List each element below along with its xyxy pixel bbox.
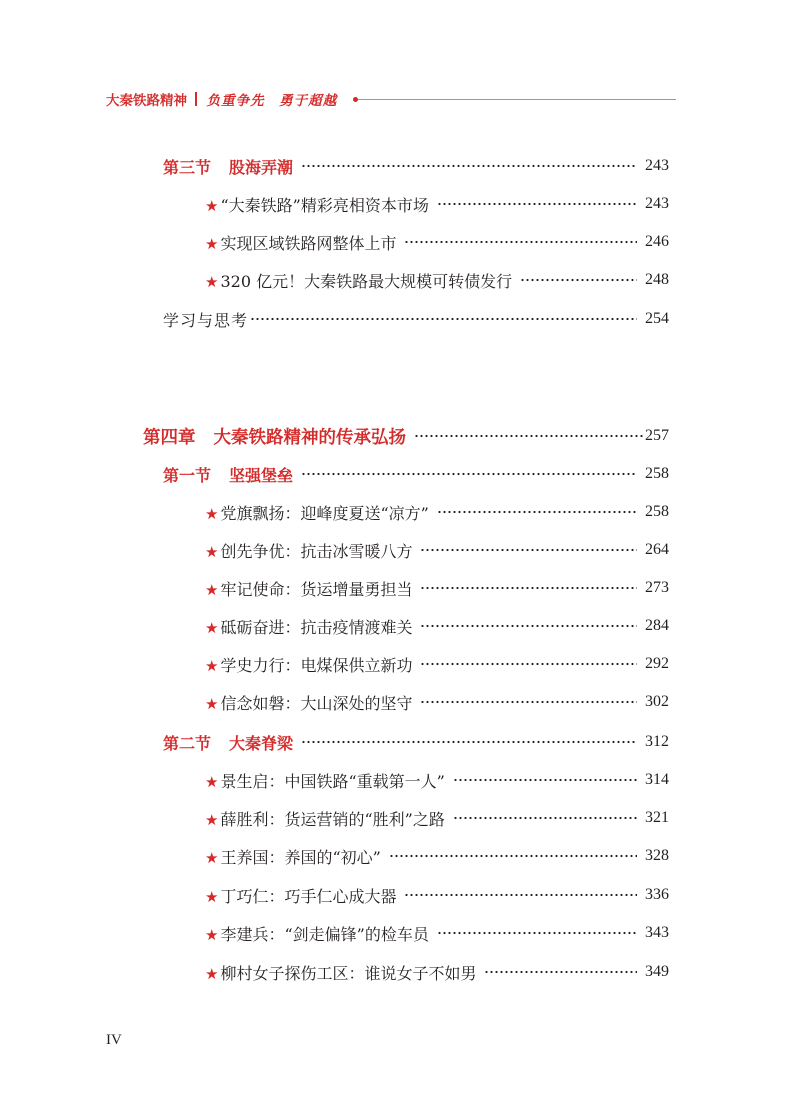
dot-leader bbox=[420, 695, 637, 709]
entry-title: 学习与思考 bbox=[163, 310, 249, 330]
page-number: 254 bbox=[645, 310, 669, 327]
book-motto: 负重争先 勇于超越 bbox=[206, 93, 338, 109]
star-icon: ★ bbox=[205, 656, 219, 675]
star-icon: ★ bbox=[205, 504, 219, 523]
section-title: 坚强堡垒 bbox=[229, 465, 294, 485]
section-number: 第二节 bbox=[163, 733, 212, 753]
dot-leader bbox=[437, 197, 637, 211]
chapter-number: 第四章 bbox=[143, 427, 196, 448]
toc-entry[interactable] bbox=[205, 265, 669, 295]
toc-entry[interactable] bbox=[205, 687, 669, 717]
dot-leader bbox=[484, 965, 637, 979]
page-number: 243 bbox=[645, 157, 669, 174]
toc-entry[interactable] bbox=[205, 649, 669, 679]
section-number: 第一节 bbox=[163, 465, 212, 485]
star-icon: ★ bbox=[205, 542, 219, 561]
page-number: 336 bbox=[645, 886, 669, 903]
page-number: 312 bbox=[645, 733, 669, 750]
toc-entry[interactable] bbox=[205, 535, 669, 565]
page-number: 243 bbox=[645, 195, 669, 212]
star-icon: ★ bbox=[205, 810, 219, 829]
page-number: 257 bbox=[645, 427, 669, 444]
star-icon: ★ bbox=[205, 272, 219, 291]
chapter-title: 大秦铁路精神的传承弘扬 bbox=[213, 427, 406, 448]
page-number: 321 bbox=[645, 809, 669, 826]
header-rule bbox=[358, 99, 676, 100]
entry-title: 李建兵：“剑走偏锋”的检车员 bbox=[220, 924, 429, 944]
dot-leader bbox=[437, 505, 637, 519]
star-icon: ★ bbox=[205, 694, 219, 713]
toc-entry-study[interactable] bbox=[163, 304, 669, 334]
entry-title: 信念如磐：大山深处的坚守 bbox=[220, 693, 413, 713]
header-separator bbox=[195, 92, 197, 106]
toc-entry[interactable] bbox=[205, 841, 669, 871]
star-icon: ★ bbox=[205, 964, 219, 983]
toc-section[interactable] bbox=[163, 151, 669, 181]
page-number: 248 bbox=[645, 271, 669, 288]
entry-title: 实现区域铁路网整体上市 bbox=[220, 233, 397, 253]
section-number: 第三节 bbox=[163, 157, 212, 177]
page-number: 273 bbox=[645, 579, 669, 596]
toc-entry[interactable] bbox=[205, 880, 669, 910]
dot-leader bbox=[414, 429, 643, 443]
toc-entry[interactable] bbox=[205, 573, 669, 603]
toc-entry[interactable] bbox=[205, 497, 669, 527]
page-folio: IV bbox=[106, 1032, 122, 1048]
dot-leader bbox=[453, 811, 637, 825]
running-header bbox=[106, 87, 676, 111]
toc-entry[interactable] bbox=[205, 803, 669, 833]
entry-title: “大秦铁路”精彩亮相资本市场 bbox=[220, 195, 429, 215]
dot-leader bbox=[420, 619, 637, 633]
entry-title: 柳村女子探伤工区：谁说女子不如男 bbox=[220, 963, 477, 983]
entry-title: 创先争优：抗击冰雪暖八方 bbox=[220, 541, 413, 561]
toc-chapter[interactable] bbox=[143, 421, 669, 451]
dot-leader bbox=[301, 159, 637, 173]
page-number: 314 bbox=[645, 771, 669, 788]
dot-leader bbox=[389, 849, 637, 863]
entry-title: 牢记使命：货运增量勇担当 bbox=[220, 579, 413, 599]
toc-entry[interactable] bbox=[205, 611, 669, 641]
dot-leader bbox=[420, 543, 637, 557]
toc-entry[interactable] bbox=[205, 765, 669, 795]
page-number: 292 bbox=[645, 655, 669, 672]
dot-leader bbox=[404, 235, 637, 249]
dot-leader bbox=[301, 467, 637, 481]
entry-title: 丁巧仁：巧手仁心成大器 bbox=[220, 886, 397, 906]
entry-title: 薛胜利：货运营销的“胜利”之路 bbox=[220, 809, 445, 829]
page-number: 284 bbox=[645, 617, 669, 634]
entry-title: 王养国：养国的“初心” bbox=[220, 847, 381, 867]
star-icon: ★ bbox=[205, 618, 219, 637]
page-number: 343 bbox=[645, 924, 669, 941]
dot-leader bbox=[520, 273, 637, 287]
dot-leader bbox=[301, 735, 637, 749]
dot-leader bbox=[404, 888, 637, 902]
page-number: 349 bbox=[645, 963, 669, 980]
toc-entry[interactable] bbox=[205, 189, 669, 219]
star-icon: ★ bbox=[205, 772, 219, 791]
dot-leader bbox=[250, 312, 637, 326]
star-icon: ★ bbox=[205, 580, 219, 599]
entry-title: 学史力行：电煤保供立新功 bbox=[220, 655, 413, 675]
dot-leader bbox=[420, 581, 637, 595]
toc-entry[interactable] bbox=[205, 227, 669, 257]
dot-leader bbox=[420, 657, 637, 671]
book-title: 大秦铁路精神 bbox=[106, 93, 187, 109]
dot-leader bbox=[437, 926, 637, 940]
star-icon: ★ bbox=[205, 848, 219, 867]
page-number: 246 bbox=[645, 233, 669, 250]
toc-section[interactable] bbox=[163, 727, 669, 757]
entry-title: 景生启：中国铁路“重载第一人” bbox=[220, 771, 445, 791]
entry-title: 砥砺奋进：抗击疫情渡难关 bbox=[220, 617, 413, 637]
star-icon: ★ bbox=[205, 887, 219, 906]
section-title: 股海弄潮 bbox=[229, 157, 294, 177]
toc-entry[interactable] bbox=[205, 918, 669, 948]
entry-title: 党旗飘扬：迎峰度夏送“凉方” bbox=[220, 503, 429, 523]
page-number: 302 bbox=[645, 693, 669, 710]
entry-title: 320 亿元！大秦铁路最大规模可转债发行 bbox=[220, 271, 513, 291]
page-number: 258 bbox=[645, 503, 669, 520]
section-title: 大秦脊梁 bbox=[229, 733, 294, 753]
page-number: 264 bbox=[645, 541, 669, 558]
star-icon: ★ bbox=[205, 234, 219, 253]
dot-leader bbox=[453, 773, 637, 787]
star-icon: ★ bbox=[205, 196, 219, 215]
page-number: 258 bbox=[645, 465, 669, 482]
toc-section[interactable] bbox=[163, 459, 669, 489]
toc-entry[interactable] bbox=[205, 957, 669, 987]
star-icon: ★ bbox=[205, 925, 219, 944]
page-number: 328 bbox=[645, 847, 669, 864]
